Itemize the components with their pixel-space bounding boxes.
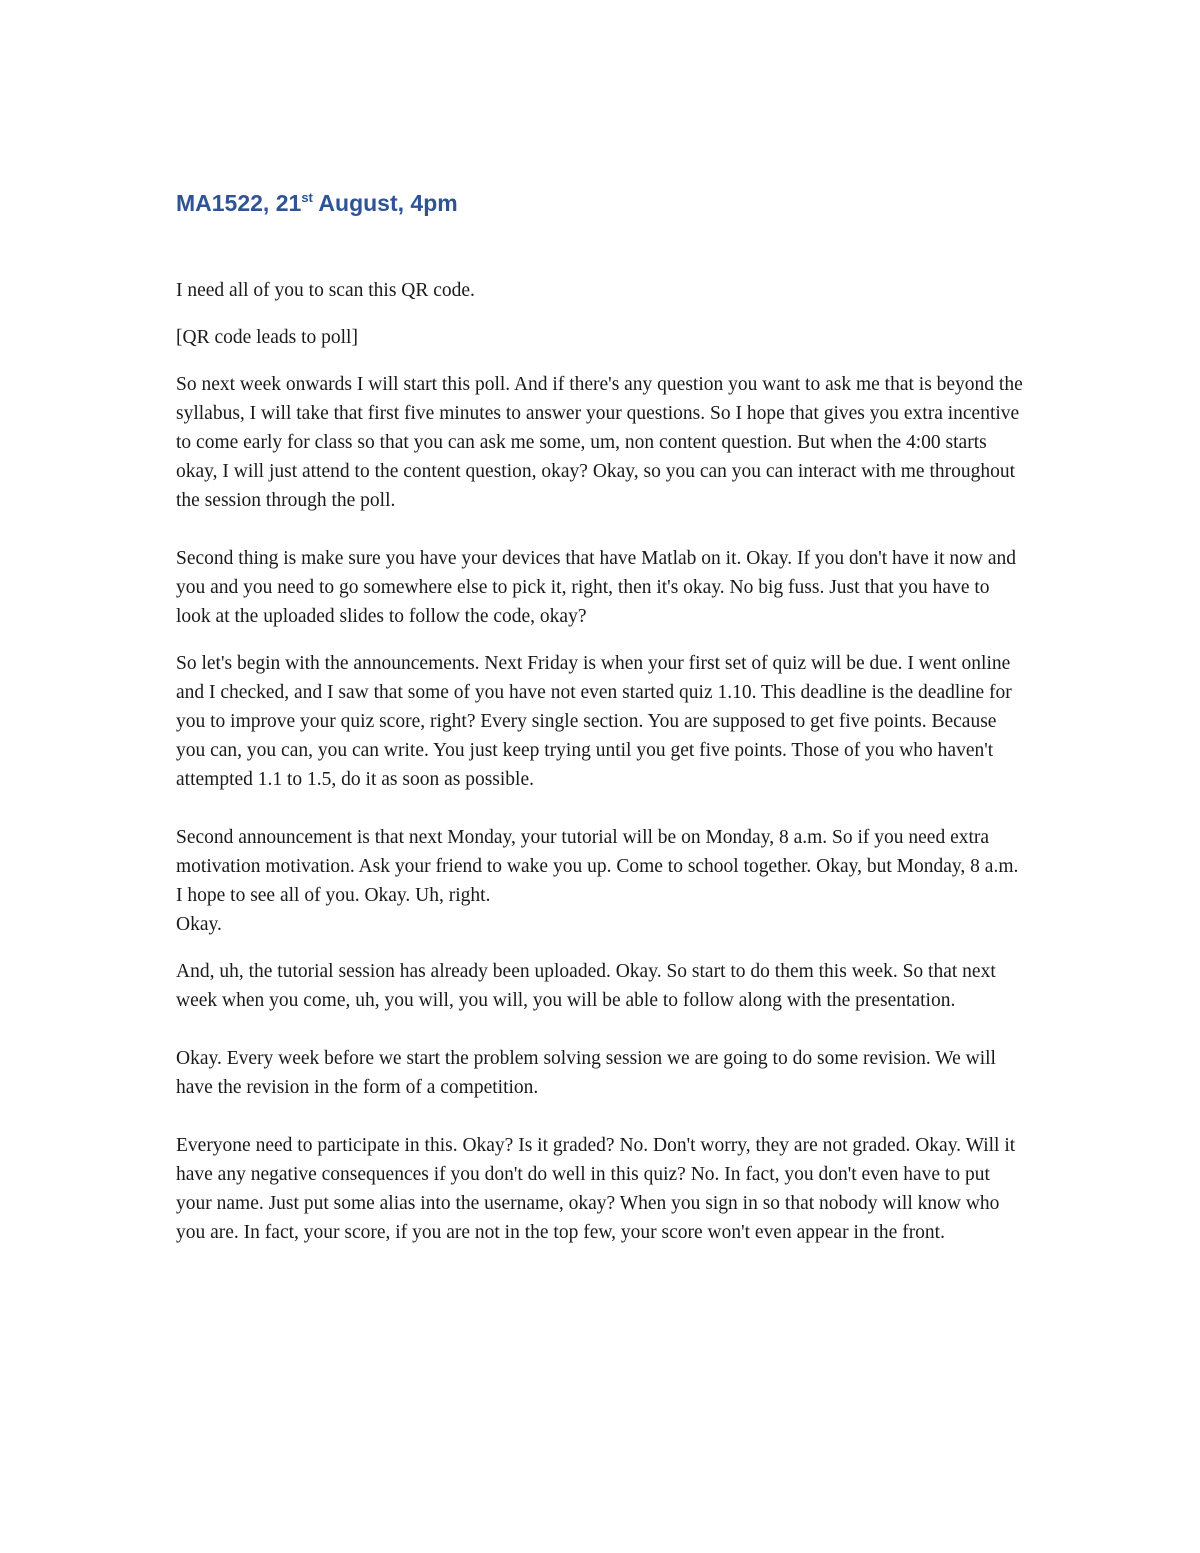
- document-title: [176, 190, 458, 217]
- paragraph-qr-instruction: I need all of you to scan this QR code.: [176, 280, 475, 301]
- paragraph-participation: Everyone need to participate in this. Okay? Is it graded? No. Don't worry, they are not graded. Okay. Will it have any negative consequences if you don't do well in this quiz? No. In fact, you don't even have to put your name. Just put some alias into the username, okay? When you sign in so that nobody will know who you are. In fact, your score, if you are not in the top few, your score won't even appear in the front.: [176, 1135, 1016, 1243]
- paragraph-tutorial-monday: Second announcement is that next Monday, your tutorial will be on Monday, 8 a.m. So if you need extra motivation motivation. Ask your friend to wake you up. Come to school together. Okay, but Monday, 8 a.m. I hope to see all of you. Okay. Uh, right.: [176, 827, 1019, 906]
- title-superscript: st: [301, 190, 313, 205]
- paragraph-qr-note: [QR code leads to poll]: [176, 327, 358, 348]
- paragraph-okay: Okay.: [176, 914, 222, 935]
- title-prefix: MA1522, 21: [176, 190, 302, 216]
- title-suffix: August, 4pm: [312, 190, 458, 216]
- paragraph-announcements: So let's begin with the announcements. Next Friday is when your first set of quiz will be due. I went online and I checked, and I saw that some of you have not even started quiz 1.10. This deadline is the deadline for you to improve your quiz score, right? Every single section. You are supposed to get five points. Because you can, you can, you can write. You just keep trying until you get five points. Those of you who haven't attempted 1.1 to 1.5, do it as soon as possible.: [176, 653, 1012, 790]
- paragraph-revision: Okay. Every week before we start the problem solving session we are going to do some revision. We will have the revision in the form of a competition.: [176, 1048, 996, 1098]
- paragraph-matlab: Second thing is make sure you have your devices that have Matlab on it. Okay. If you don't have it now and you and you need to go somewhere else to pick it, right, then it's okay. No big fuss. Just that you have to look at the uploaded slides to follow the code, okay?: [176, 548, 1017, 627]
- paragraph-tutorial-uploaded: And, uh, the tutorial session has already been uploaded. Okay. So start to do them this week. So that next week when you come, uh, you will, you will, you will be able to follow along with the presentation.: [176, 961, 996, 1011]
- document-body: [176, 276, 1026, 1247]
- paragraph-poll: So next week onwards I will start this poll. And if there's any question you want to ask me that is beyond the syllabus, I will take that first five minutes to answer your questions. So I hope that gives you extra incentive to come early for class so that you can ask me some, um, non content question. But when the 4:00 starts okay, I will just attend to the content question, okay? Okay, so you can you can interact with me throughout the session through the poll.: [176, 374, 1023, 511]
